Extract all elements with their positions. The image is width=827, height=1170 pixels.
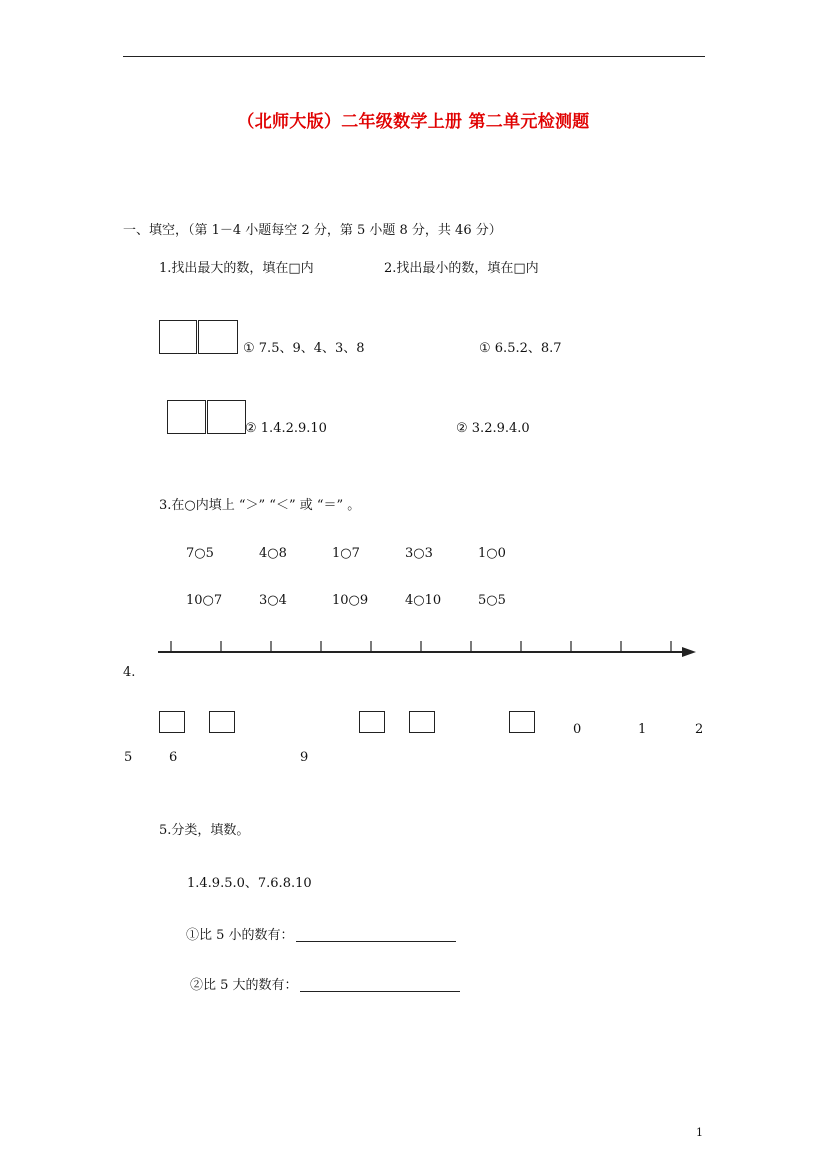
comparison-item[interactable]: 4○8 bbox=[259, 546, 287, 561]
number-line-box[interactable] bbox=[509, 711, 535, 733]
q5-numbers: 1.4.9.5.0、7.6.8.10 bbox=[187, 876, 312, 891]
number-line-box[interactable] bbox=[209, 711, 235, 733]
number-label: 1 bbox=[638, 722, 647, 737]
q3-label: 3.在○内填上 “＞” “＜” 或 “＝” 。 bbox=[159, 498, 361, 513]
comparison-item[interactable]: 4○10 bbox=[405, 593, 442, 608]
comparison-item[interactable]: 3○4 bbox=[259, 593, 287, 608]
comparison-item[interactable]: 7○5 bbox=[186, 546, 214, 561]
number-line-box[interactable] bbox=[409, 711, 435, 733]
q1-item-2: ② 1.4.2.9.10 bbox=[245, 421, 327, 436]
answer-box[interactable] bbox=[159, 320, 197, 354]
header-rule bbox=[123, 56, 705, 57]
answer-blank[interactable] bbox=[300, 977, 460, 992]
comparison-item[interactable]: 10○9 bbox=[332, 593, 369, 608]
answer-box[interactable] bbox=[198, 320, 238, 354]
answer-blank[interactable] bbox=[296, 927, 456, 942]
number-label: 0 bbox=[573, 722, 582, 737]
q4-label: 4. bbox=[123, 665, 136, 680]
number-line-box[interactable] bbox=[159, 711, 185, 733]
q1-item-1: ① 7.5、9、4、3、8 bbox=[243, 341, 365, 356]
number-label: 6 bbox=[169, 750, 178, 765]
q5-greater-row bbox=[190, 977, 460, 992]
number-label: 9 bbox=[300, 750, 309, 765]
comparison-item[interactable]: 10○7 bbox=[186, 593, 223, 608]
section-heading: 一、填空，（第 1－4 小题每空 2 分，第 5 小题 8 分，共 46 分） bbox=[123, 223, 502, 238]
number-line-ticks bbox=[171, 641, 671, 652]
page-number: 1 bbox=[696, 1126, 703, 1139]
number-line-box[interactable] bbox=[359, 711, 385, 733]
q5-label: 5.分类，填数。 bbox=[159, 823, 250, 838]
page-title: （北师大版）二年级数学上册 第二单元检测题 bbox=[237, 112, 590, 132]
q1-label: 1.找出最大的数，填在□内 bbox=[159, 261, 314, 276]
answer-box[interactable] bbox=[207, 400, 246, 434]
comparison-item[interactable]: 1○7 bbox=[332, 546, 360, 561]
q5-greater-label: ②比 5 大的数有： bbox=[190, 978, 298, 993]
q2-item-1: ① 6.5.2、8.7 bbox=[479, 341, 562, 356]
answer-box[interactable] bbox=[167, 400, 206, 434]
q2-item-2: ② 3.2.9.4.0 bbox=[456, 421, 530, 436]
number-label: 5 bbox=[124, 750, 133, 765]
comparison-item[interactable]: 5○5 bbox=[478, 593, 506, 608]
number-line-arrow bbox=[682, 647, 696, 657]
number-label: 2 bbox=[695, 722, 704, 737]
q2-label: 2.找出最小的数，填在□内 bbox=[384, 261, 539, 276]
q5-less-row bbox=[186, 927, 456, 942]
q5-less-label: ①比 5 小的数有： bbox=[186, 928, 294, 943]
comparison-item[interactable]: 1○0 bbox=[478, 546, 506, 561]
comparison-item[interactable]: 3○3 bbox=[405, 546, 433, 561]
number-line bbox=[150, 636, 710, 666]
